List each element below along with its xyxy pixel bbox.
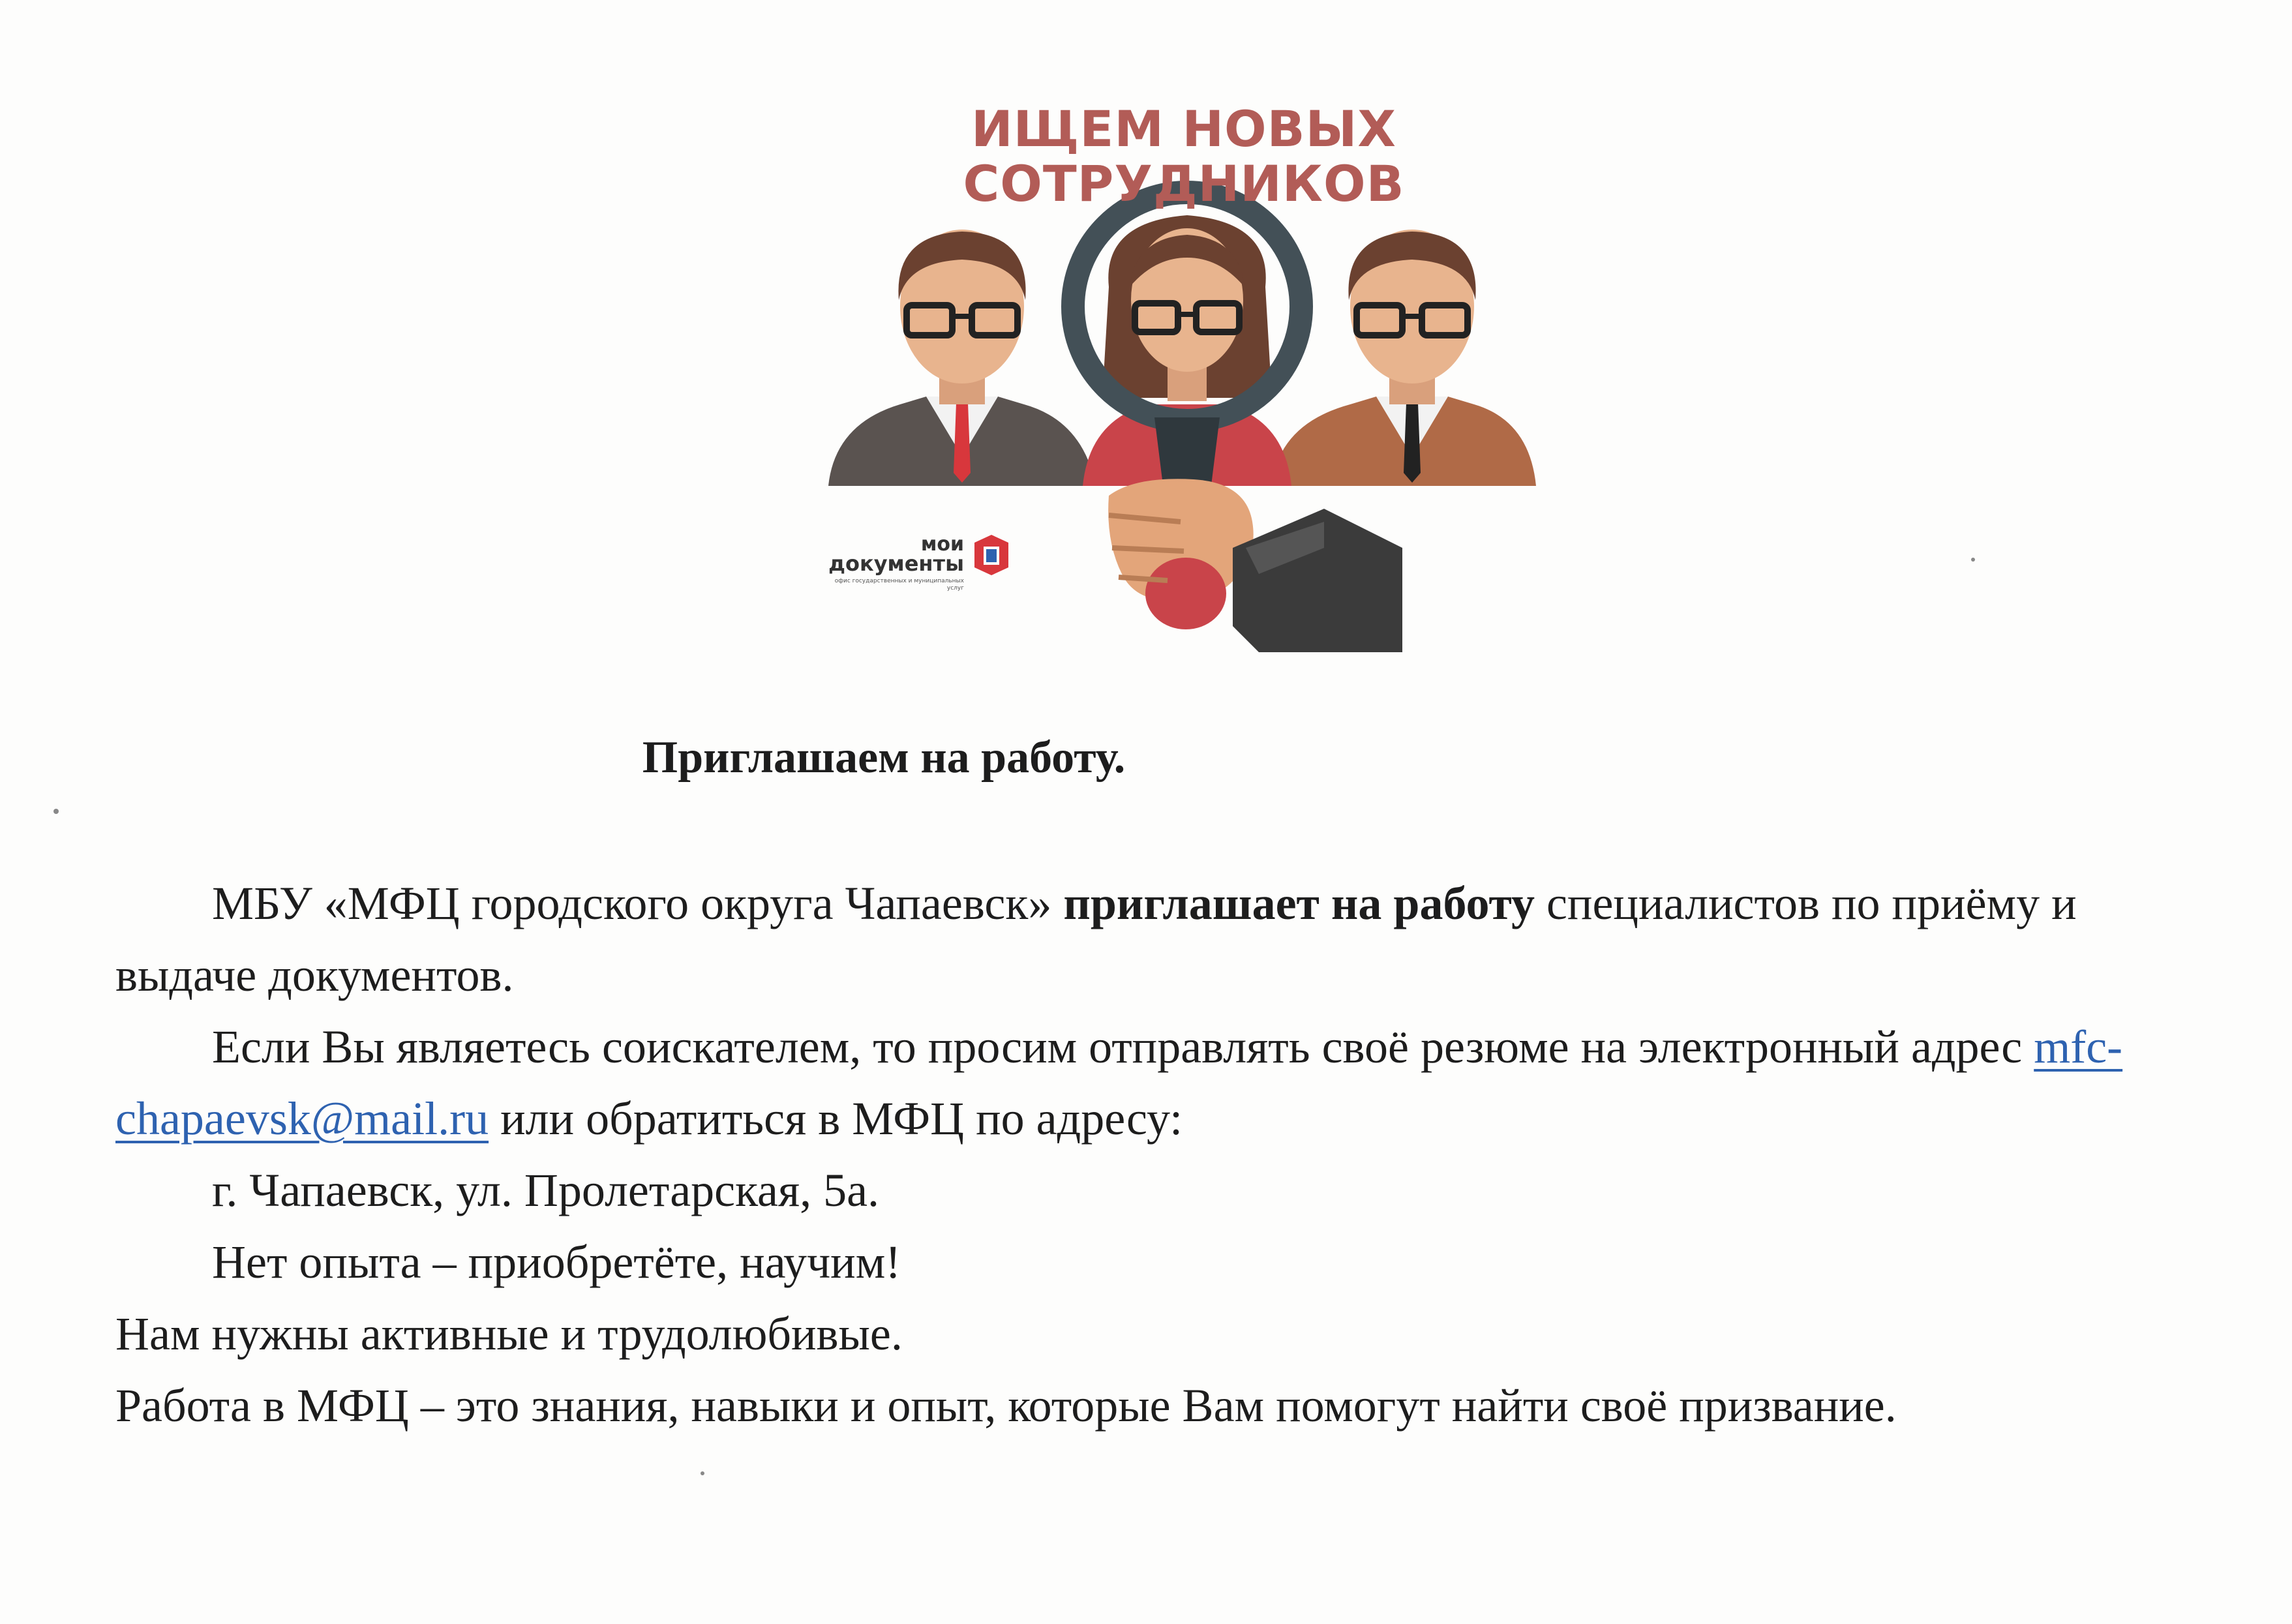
scan-speck — [53, 809, 59, 814]
logo-subtitle: офис государственных и муниципальных услуг — [834, 578, 964, 592]
banner-title-line2: СОТРУДНИКОВ — [963, 155, 1405, 213]
paragraph1-prefix: МБУ «МФЦ городского округа Чапаевск» — [212, 877, 1052, 929]
experience-line: Нет опыта – приобретёте, научим! — [212, 1236, 901, 1288]
email-link[interactable]: mfc-chapaevsk@mail.ru — [115, 1021, 2123, 1145]
need-line: Нам нужны активные и трудолюбивые. — [115, 1308, 903, 1360]
right-man-figure — [1272, 230, 1536, 486]
work-line: Работа в МФЦ – это знания, навыки и опыт, которые Вам помогут найти своё призвание. — [115, 1379, 1897, 1432]
body-text — [115, 867, 2177, 1441]
paragraph2-suffix: или обратиться в МФЦ по адресу: — [500, 1092, 1183, 1145]
scan-speck — [1971, 558, 1975, 562]
address-line: г. Чапаевск, ул. Пролетарская, 5а. — [212, 1164, 880, 1216]
page-heading: Приглашаем на работу. — [642, 732, 1126, 783]
scan-speck — [701, 1471, 704, 1475]
logo-documents-text: документы — [828, 551, 964, 576]
paragraph-invitation — [115, 867, 2177, 1011]
hand-sleeve — [1108, 479, 1402, 652]
paragraph1-bold: приглашает на работу — [1063, 877, 1535, 929]
banner-title-line1: ИЩЕМ НОВЫХ — [971, 100, 1396, 158]
left-man-figure — [828, 230, 1096, 486]
logo-moi-text: мои — [920, 533, 964, 556]
moi-dokumenty-logo — [828, 530, 1037, 634]
paragraph1-suffix: специалистов по приёму и выдаче документов. — [115, 877, 2077, 1001]
paragraph-resume — [115, 1011, 2177, 1154]
paragraph2-prefix: Если Вы являетесь соискателем, то просим отправлять своё резюме на электронный адрес — [212, 1021, 2023, 1073]
logo-mark-icon — [972, 534, 1011, 577]
